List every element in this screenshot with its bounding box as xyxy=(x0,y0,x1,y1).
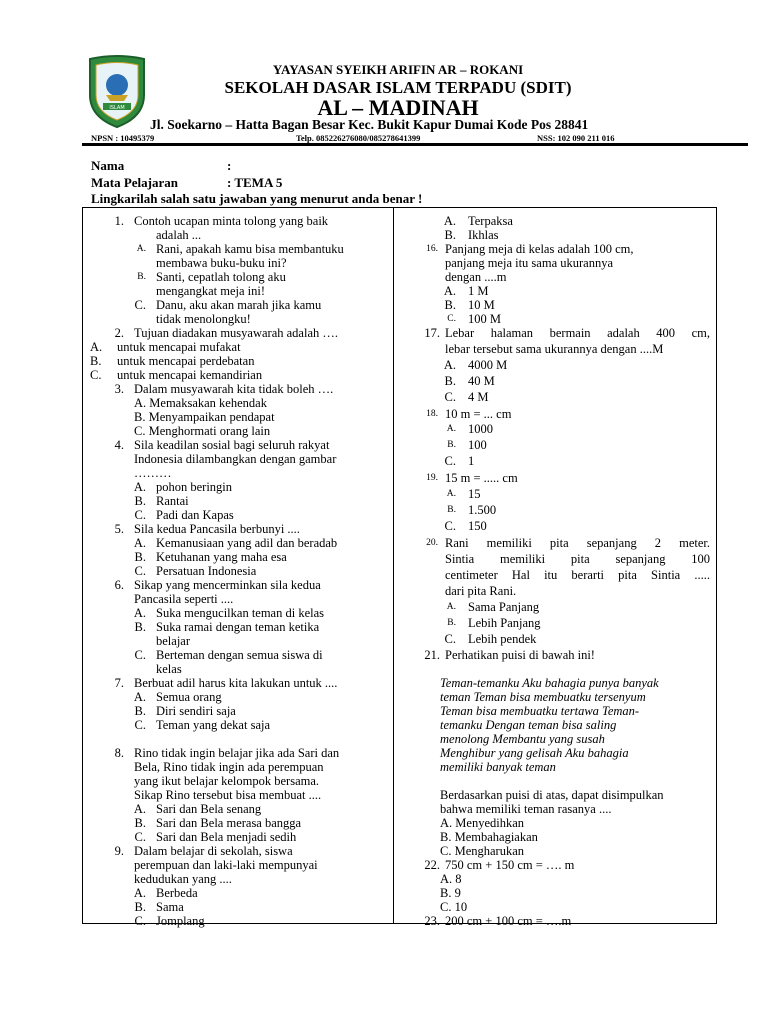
item-number: B. xyxy=(137,272,146,282)
item-text: 4 M xyxy=(468,390,489,404)
item-text: 15 m = ..... cm xyxy=(445,471,518,485)
item-text: tidak menolongku! xyxy=(156,312,251,326)
item-text: kedudukan yang .... xyxy=(134,872,232,886)
item-text: Rantai xyxy=(156,494,189,508)
item-text: menolong Membantu yang susah xyxy=(440,732,605,746)
item-number: B. xyxy=(447,505,456,515)
item-text: Contoh ucapan minta tolong yang baik xyxy=(134,214,329,228)
item-number: C. xyxy=(444,454,456,468)
item-text: belajar xyxy=(156,634,191,648)
item-number: 9. xyxy=(114,844,124,858)
item-number: A. xyxy=(133,690,146,704)
logo-text: ISLAM xyxy=(109,105,125,111)
item-text: centimeter Hal itu berarti pita Sintia ..... xyxy=(445,568,710,582)
item-text: Jomplang xyxy=(156,914,205,928)
item-number: C. xyxy=(134,298,146,312)
item-number: B. xyxy=(444,298,456,312)
item-text: membawa buku-buku ini? xyxy=(156,256,287,270)
item-number: C. xyxy=(444,519,456,533)
item-text: 1000 xyxy=(468,422,493,436)
item-text: Sari dan Bela menjadi sedih xyxy=(156,830,297,844)
school-title: AL – MADINAH xyxy=(317,95,479,120)
item-text: A. Memaksakan kehendak xyxy=(134,396,267,410)
item-text: Danu, aku akan marah jika kamu xyxy=(156,298,322,312)
header-rule xyxy=(82,143,748,146)
item-text: Indonesia dilambangkan dengan gambar xyxy=(134,452,337,466)
nama-colon: : xyxy=(227,158,232,173)
item-text: Dalam musyawarah kita tidak boleh …. xyxy=(134,382,334,396)
item-number: A. xyxy=(443,284,456,298)
item-text: yang ikut belajar kelompok bersama. xyxy=(134,774,320,788)
item-number: C. xyxy=(134,564,146,578)
item-text: Teman-temanku Aku bahagia punya banyak xyxy=(440,676,659,690)
item-number: C. xyxy=(444,390,456,404)
item-text: Menghibur yang gelisah Aku bahagia xyxy=(440,746,629,760)
item-text: dengan ....m xyxy=(445,270,507,284)
item-text: panjang meja itu sama ukurannya xyxy=(445,256,613,270)
item-text: perempuan dan laki-laki mempunyai xyxy=(134,858,318,872)
item-text: Panjang meja di kelas adalah 100 cm, xyxy=(445,242,634,256)
item-text: Lebar halaman bermain adalah 400 cm, xyxy=(445,326,710,340)
item-number: 1. xyxy=(114,214,124,228)
item-number: B. xyxy=(134,620,146,634)
item-text: Rino tidak ingin belajar jika ada Sari dan xyxy=(134,746,340,760)
item-text: 100 xyxy=(468,438,487,452)
item-number: 6. xyxy=(114,578,124,592)
item-text: A. 8 xyxy=(440,872,462,886)
item-number: 8. xyxy=(114,746,124,760)
item-number: 16. xyxy=(426,244,438,254)
item-text: Berteman dengan semua siswa di xyxy=(156,648,323,662)
item-number: 21. xyxy=(424,648,440,662)
item-text: C. Menghormati orang lain xyxy=(134,424,271,438)
item-text: temanku Dengan teman bisa saling xyxy=(440,718,617,732)
item-number: C. xyxy=(134,718,146,732)
item-text: Terpaksa xyxy=(468,214,513,228)
item-number: 19. xyxy=(426,473,438,483)
item-text: bahwa memiliki teman rasanya .... xyxy=(440,802,612,816)
item-text: Rani, apakah kamu bisa membantuku xyxy=(156,242,344,256)
item-number: B. xyxy=(90,354,102,368)
school-address: Jl. Soekarno – Hatta Bagan Besar Kec. Bukit Kapur Dumai Kode Pos 28841 xyxy=(150,117,589,132)
item-number: 7. xyxy=(114,676,124,690)
school-name: SEKOLAH DASAR ISLAM TERPADU (SDIT) xyxy=(224,78,572,97)
item-number: A. xyxy=(443,214,456,228)
item-text: untuk mencapai perdebatan xyxy=(117,354,255,368)
item-text: ……… xyxy=(134,466,172,480)
item-text: lebar tersebut sama ukurannya dengan ....M xyxy=(445,342,664,356)
item-text: Padi dan Kapas xyxy=(156,508,234,522)
item-text: Perhatikan puisi di bawah ini! xyxy=(445,648,595,662)
item-number: C. xyxy=(134,508,146,522)
item-text: Persatuan Indonesia xyxy=(156,564,257,578)
item-number: 2. xyxy=(114,326,124,340)
item-text: Tujuan diadakan musyawarah adalah …. xyxy=(134,326,338,340)
item-text: Pancasila seperti .... xyxy=(134,592,234,606)
item-text: Sila kedua Pancasila berbunyi .... xyxy=(134,522,300,536)
item-text: B. Menyampaikan pendapat xyxy=(134,410,275,424)
item-text: A. Menyedihkan xyxy=(440,816,525,830)
item-number: B. xyxy=(134,816,146,830)
item-text: Sama xyxy=(156,900,184,914)
item-number: C. xyxy=(134,914,146,928)
item-number: A. xyxy=(133,536,146,550)
item-text: Diri sendiri saja xyxy=(156,704,236,718)
school-logo xyxy=(86,55,148,129)
item-number: A. xyxy=(443,358,456,372)
item-text: 10 M xyxy=(468,298,495,312)
item-text: pohon beringin xyxy=(156,480,233,494)
telephone: Telp. 085226276080/085278641399 xyxy=(296,133,421,143)
item-number: A. xyxy=(446,489,456,499)
item-text: adalah ... xyxy=(156,228,202,242)
npsn: NPSN : 10495379 xyxy=(91,133,155,143)
item-text: 150 xyxy=(468,519,487,533)
item-number: A. xyxy=(133,886,146,900)
item-text: C. Mengharukan xyxy=(440,844,525,858)
item-number: A. xyxy=(446,602,456,612)
item-number: C. xyxy=(90,368,102,382)
item-text: 40 M xyxy=(468,374,495,388)
item-number: B. xyxy=(134,704,146,718)
item-text: Dalam belajar di sekolah, siswa xyxy=(134,844,293,858)
item-number: 20. xyxy=(426,538,438,548)
item-text: Teman yang dekat saja xyxy=(156,718,271,732)
item-text: Berbuat adil harus kita lakukan untuk .... xyxy=(134,676,338,690)
item-text: Sintia memiliki pita sepanjang 100 xyxy=(445,552,710,566)
item-text: Ketuhanan yang maha esa xyxy=(156,550,287,564)
item-text: memiliki banyak teman xyxy=(440,760,556,774)
item-text: B. Membahagiakan xyxy=(440,830,538,844)
item-number: A. xyxy=(446,424,456,434)
item-number: B. xyxy=(444,228,456,242)
item-text: Ikhlas xyxy=(468,228,499,242)
item-text: B. 9 xyxy=(440,886,461,900)
nama-label: Nama xyxy=(91,158,125,173)
mapel-value: : TEMA 5 xyxy=(227,175,283,190)
item-number: A. xyxy=(133,480,146,494)
item-text: 1.500 xyxy=(468,503,497,517)
item-number: A. xyxy=(136,244,146,254)
item-number: 18. xyxy=(426,409,438,419)
item-number: B. xyxy=(447,440,456,450)
item-number: B. xyxy=(444,374,456,388)
item-text: C. 10 xyxy=(440,900,468,914)
item-number: C. xyxy=(134,830,146,844)
item-text: Semua orang xyxy=(156,690,222,704)
item-text: Bela, Rino tidak ingin ada perempuan xyxy=(134,760,324,774)
item-number: 4. xyxy=(114,438,124,452)
item-text: untuk mencapai mufakat xyxy=(117,340,241,354)
instruction: Lingkarilah salah satu jawaban yang menurut anda benar ! xyxy=(91,191,423,206)
item-text: Suka ramai dengan teman ketika xyxy=(156,620,320,634)
item-text: Teman bisa membuatku tertawa Teman- xyxy=(440,704,640,718)
item-text: kelas xyxy=(156,662,182,676)
foundation-name: YAYASAN SYEIKH ARIFIN AR – ROKANI xyxy=(272,62,524,77)
item-text: 100 M xyxy=(468,312,501,326)
item-text: 15 xyxy=(468,487,481,501)
item-number: 22. xyxy=(424,858,440,872)
item-text: Berdasarkan puisi di atas, dapat disimpulkan xyxy=(440,788,664,802)
nss: NSS: 102 090 211 016 xyxy=(537,133,615,143)
item-number: 17. xyxy=(424,326,440,340)
item-number: C. xyxy=(444,632,456,646)
item-text: Sama Panjang xyxy=(468,600,540,614)
item-text: Sari dan Bela senang xyxy=(156,802,262,816)
mapel-label: Mata Pelajaran xyxy=(91,175,179,190)
item-text: 4000 M xyxy=(468,358,508,372)
item-number: A. xyxy=(133,606,146,620)
item-number: B. xyxy=(134,494,146,508)
item-text: Lebih Panjang xyxy=(468,616,541,630)
item-text: dari pita Rani. xyxy=(445,584,517,598)
item-text: Sila keadilan sosial bagi seluruh rakyat xyxy=(134,438,330,452)
item-text: Sikap yang mencerminkan sila kedua xyxy=(134,578,321,592)
item-number: 23. xyxy=(424,914,440,928)
item-text: 1 xyxy=(468,454,475,468)
item-text: Sari dan Bela merasa bangga xyxy=(156,816,302,830)
item-text: untuk mencapai kemandirian xyxy=(117,368,263,382)
item-text: Kemanusiaan yang adil dan beradab xyxy=(156,536,338,550)
item-text: mengangkat meja ini! xyxy=(156,284,265,298)
item-text: Santi, cepatlah tolong aku xyxy=(156,270,286,284)
item-text: 200 cm + 100 cm = ….m xyxy=(445,914,572,928)
item-text: Lebih pendek xyxy=(468,632,537,646)
column-divider xyxy=(393,207,394,924)
item-text: 1 M xyxy=(468,284,489,298)
item-number: 5. xyxy=(114,522,124,536)
item-number: B. xyxy=(447,618,456,628)
item-text: 750 cm + 150 cm = …. m xyxy=(445,858,575,872)
item-text: Sikap Rino tersebut bisa membuat .... xyxy=(134,788,322,802)
item-text: Berbeda xyxy=(156,886,198,900)
item-text: Rani memiliki pita sepanjang 2 meter. xyxy=(445,536,710,550)
item-number: A. xyxy=(90,340,103,354)
item-text: Suka mengucilkan teman di kelas xyxy=(156,606,325,620)
item-number: C. xyxy=(447,314,456,324)
item-number: C. xyxy=(134,648,146,662)
item-text: teman Teman bisa membuatku tersenyum xyxy=(440,690,646,704)
item-number: 3. xyxy=(114,382,124,396)
item-number: A. xyxy=(133,802,146,816)
item-number: B. xyxy=(134,900,146,914)
item-number: B. xyxy=(134,550,146,564)
item-text: 10 m = ... cm xyxy=(445,407,512,421)
